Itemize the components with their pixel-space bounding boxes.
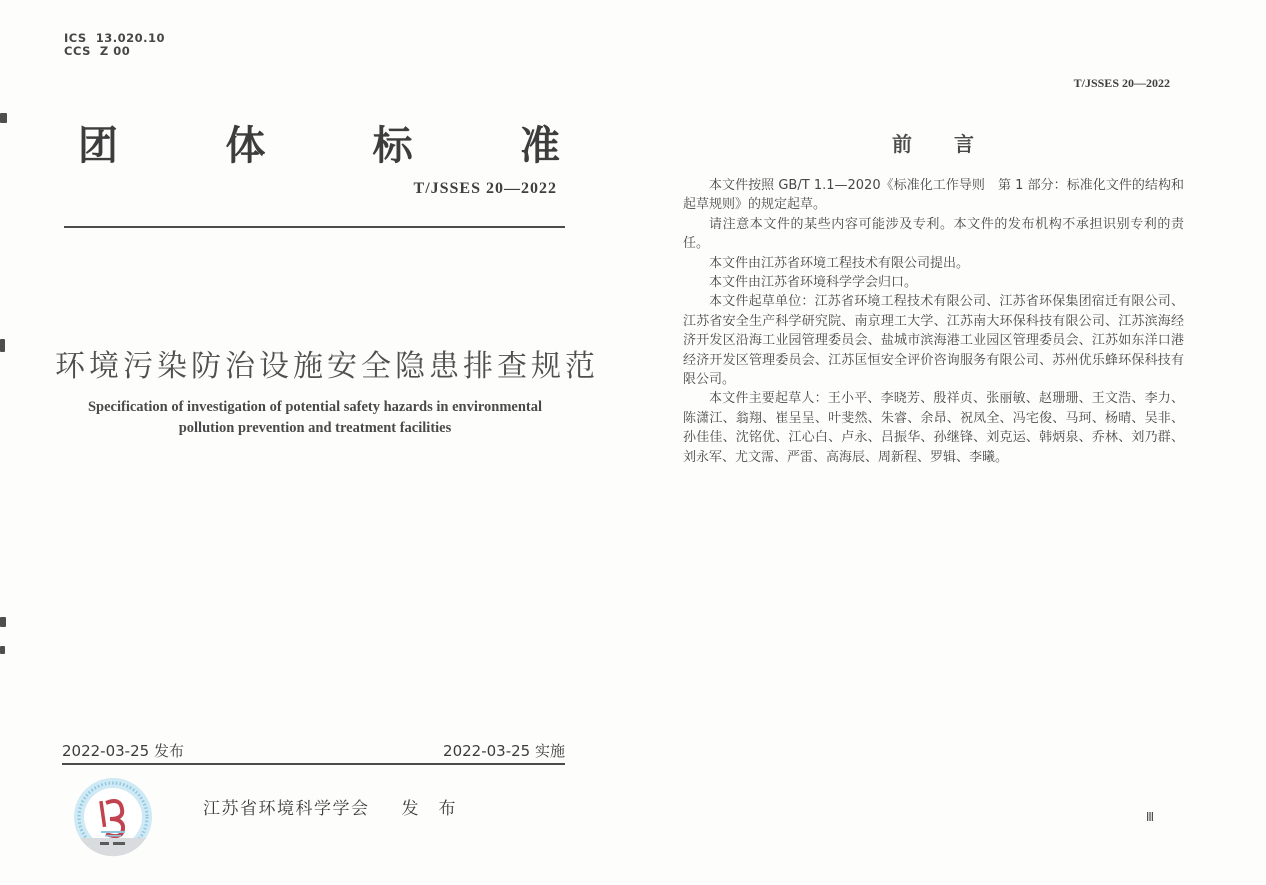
standard-type-char: 标 — [372, 123, 413, 169]
foreword-heading — [682, 128, 1184, 157]
foreword-heading-char: 言 — [954, 132, 974, 156]
date-row — [62, 740, 565, 761]
standard-type-char: 准 — [519, 123, 560, 169]
foreword-body — [683, 176, 1184, 467]
foreword-paragraph: 本文件由江苏省环境工程技术有限公司提出。 — [709, 255, 970, 271]
page-number: Ⅲ — [1145, 810, 1155, 824]
foreword-paragraph: 本文件主要起草人：王小平、李晓芳、殷祥贞、张丽敏、赵珊珊、王文浩、李力、陈潇江、翁翔、崔呈呈、叶斐然、朱睿、余昂、祝凤全、冯宅俊、马珂、杨晴、吴非、孙佳佳、沈铭优、江心白、卢永、吕振华、孙继锋、刘克运、韩炳泉、乔林、刘乃群、刘永军、尤文霈、严雷、高海辰、周新程、罗辑、李曦。 — [683, 391, 1184, 465]
foreword-paragraph: 本文件起草单位：江苏省环境工程技术有限公司、江苏省环保集团宿迁有限公司、江苏省安全生产科学研究院、南京理工大学、江苏南大环保科技有限公司、江苏滨海经济开发区沿海工业园管理委员会、盐城市滨海港工业园区管理委员会、江苏如东洋口港经济开发区管理委员会、江苏匡恒安全评价咨询服务有限公司、苏州优乐蜂环保科技有限公司。 — [683, 294, 1184, 388]
running-header-code: T/JSSES 20—2022 — [1073, 76, 1170, 90]
standard-code: T/JSSES 20—2022 — [413, 180, 557, 197]
scan-artifact — [0, 646, 5, 654]
standard-type-char: 体 — [225, 123, 266, 169]
title-en-line1: Specification of investigation of potential safety hazards in environmental — [87, 399, 543, 415]
implement-date: 2022-03-25 实施 — [443, 742, 565, 760]
scan-artifact — [0, 617, 6, 627]
seal-band-text — [100, 842, 109, 845]
certification-seal-icon — [73, 776, 153, 860]
ics-code: ICS 13.020.10 — [64, 31, 165, 45]
foreword-paragraph: 本文件由江苏省环境科学学会归口。 — [709, 275, 918, 291]
foreword-paragraph: 请注意本文件的某些内容可能涉及专利。本文件的发布机构不承担识别专利的责任。 — [683, 216, 1184, 252]
foreword-heading-char: 前 — [892, 132, 912, 156]
ccs-code: CCS Z 00 — [64, 44, 131, 58]
publisher-row — [203, 794, 457, 819]
issue-date: 2022-03-25 发布 — [62, 742, 184, 760]
page-title: 环境污染防治设施安全隐患排查规范 — [55, 349, 599, 384]
cover-divider-bottom — [62, 763, 565, 765]
ics-ccs-codes — [64, 32, 165, 58]
scan-artifact — [0, 339, 5, 352]
scan-artifact — [0, 113, 7, 123]
seal-bottom-band — [80, 838, 146, 856]
publish-label: 发 布 — [401, 799, 457, 819]
seal-band-text — [113, 842, 125, 845]
foreword-paragraph: 本文件按照 GB/T 1.1—2020《标准化工作导则 第 1 部分：标准化文件的结构和起草规则》的规定起草。 — [683, 178, 1184, 213]
seal-caption-line — [101, 831, 125, 833]
seal-caption-line — [105, 835, 121, 837]
standard-type-char: 团 — [78, 123, 118, 169]
standard-type-heading — [78, 114, 560, 171]
publisher-name: 江苏省环境科学学会 — [203, 799, 370, 819]
title-en-line2: pollution prevention and treatment facilities — [178, 420, 452, 436]
cover-divider-top — [64, 226, 565, 228]
page-title-english — [60, 397, 570, 439]
